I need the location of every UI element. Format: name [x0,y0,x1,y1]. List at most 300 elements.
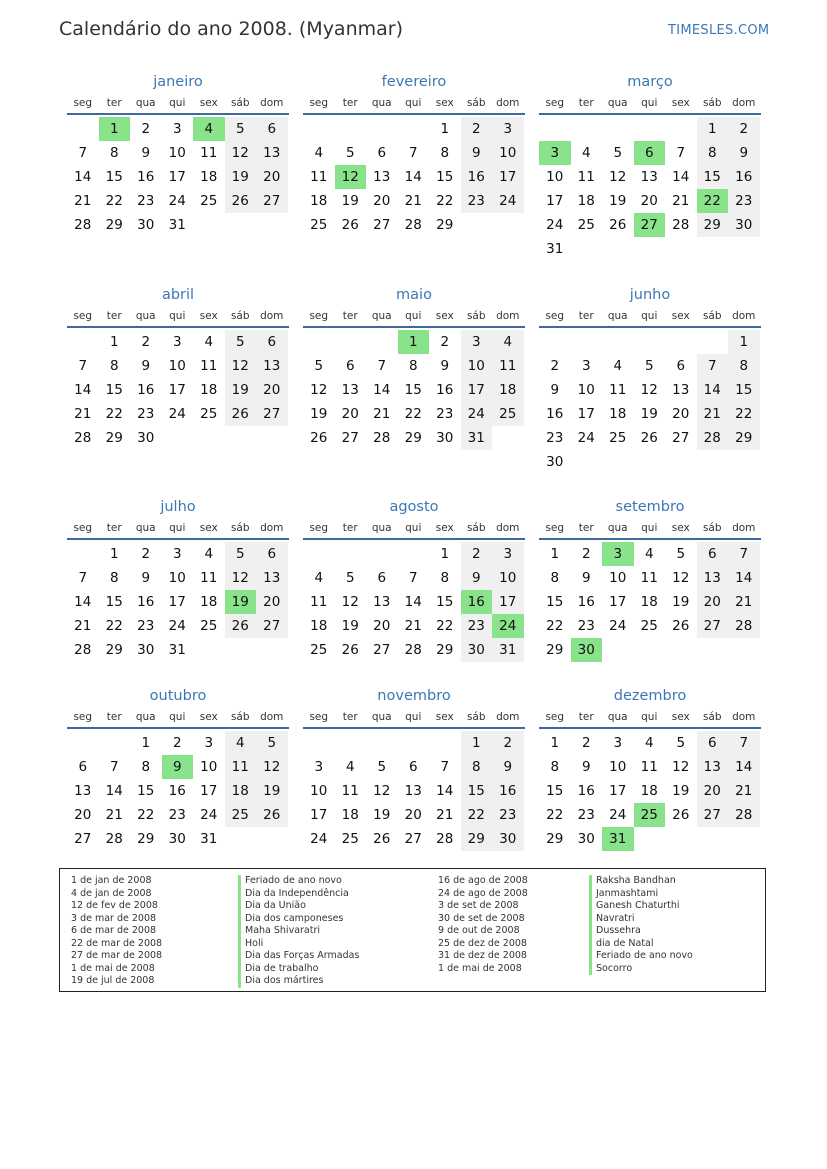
day: 4 [492,330,524,354]
weekday-label: seg [73,522,93,534]
day: 31 [168,642,186,658]
day: 30 [546,454,564,470]
day: 13 [74,783,92,799]
day: 31 [546,241,564,257]
day: 6 [408,759,418,775]
weekday-label: sex [199,310,218,322]
day: 1 [550,546,560,562]
day: 20 [74,807,92,823]
day: 5 [345,145,355,161]
legend-entry: Dia dos camponeses [238,913,359,926]
day: 15 [105,594,123,610]
day: 25 [341,831,359,847]
day: 25 [310,217,328,233]
day: 13 [341,382,359,398]
month-maio [303,284,525,450]
day: 20 [373,618,391,634]
weekday-label: sáb [230,522,250,534]
day: 16 [137,594,155,610]
day: 22 [105,618,123,634]
empty-cell [67,731,99,755]
day: 14 [105,783,123,799]
day: 21 [728,779,760,803]
legend-dates-col-1 [71,875,162,988]
legend-entry: 22 de mar de 2008 [71,937,163,949]
weekday-label: dom [732,310,756,322]
day: 16 [137,169,155,185]
day: 17 [168,594,186,610]
weekday-label: qui [169,522,186,534]
weekday-label: dom [260,310,284,322]
day: 27 [373,642,391,658]
day: 11 [200,358,218,374]
legend-entry: 9 de out de 2008 [438,925,520,936]
day: 13 [373,169,391,185]
month-name: novembro [377,688,451,704]
day: 5 [676,735,686,751]
day: 15 [436,169,454,185]
legend-entry: 1 de mai de 2008 [438,962,522,974]
day: 26 [310,430,328,446]
weekday-label: ter [106,522,122,534]
day: 3 [172,334,182,350]
page-title: Calendário do ano 2008. (Myanmar) [59,18,403,40]
day: 20 [697,590,729,614]
day: 19 [310,406,328,422]
empty-cell [67,330,99,354]
day: 28 [74,430,92,446]
day: 19 [341,618,359,634]
day: 9 [141,570,151,586]
day: 18 [640,594,658,610]
holiday-day: 1 [99,117,131,141]
weekday-header [303,707,525,729]
holiday-day: 31 [602,827,634,851]
day: 10 [577,382,595,398]
weekday-label: qui [641,711,658,723]
month-name: outubro [149,688,207,704]
day: 5 [314,358,324,374]
day: 11 [225,755,257,779]
legend-entry: Dussehra [589,925,693,938]
weekday-label: sáb [230,711,250,723]
day: 6 [697,731,729,755]
day: 30 [168,831,186,847]
day: 9 [728,141,760,165]
legend-entry: Dia da União [238,900,359,913]
weekday-label: dom [732,97,756,109]
day: 19 [256,779,288,803]
day: 19 [373,807,391,823]
day: 18 [640,783,658,799]
legend-entry: 12 de fev de 2008 [71,900,158,911]
day: 18 [200,382,218,398]
day: 18 [310,193,328,209]
day: 7 [109,759,119,775]
day: 7 [440,759,450,775]
day: 31 [200,831,218,847]
day: 16 [728,165,760,189]
day: 1 [461,731,493,755]
day: 23 [137,618,155,634]
weekday-header [67,306,289,328]
day: 28 [105,831,123,847]
day: 12 [341,594,359,610]
day: 17 [609,594,627,610]
day: 4 [314,145,324,161]
day: 26 [225,402,257,426]
day: 24 [492,189,524,213]
day: 23 [577,807,595,823]
day: 17 [200,783,218,799]
day: 8 [109,145,119,161]
day: 12 [609,169,627,185]
day: 23 [577,618,595,634]
month-fevereiro [303,71,525,237]
day: 5 [676,546,686,562]
weekday-label: dom [260,97,284,109]
empty-cell [398,731,430,755]
day: 25 [310,642,328,658]
empty-cell [303,117,335,141]
day: 16 [546,406,564,422]
day: 12 [225,141,257,165]
day: 29 [697,213,729,237]
day: 24 [168,618,186,634]
day: 23 [461,189,493,213]
day: 28 [728,803,760,827]
day: 3 [492,117,524,141]
legend-entry: 6 de mar de 2008 [71,925,157,936]
holiday-day: 1 [398,330,430,354]
empty-cell [539,117,571,141]
day: 22 [546,618,564,634]
day: 24 [609,807,627,823]
day: 1 [440,546,450,562]
day-grid [539,542,761,662]
legend-entry: Raksha Bandhan [589,875,693,888]
day: 5 [345,570,355,586]
day: 11 [492,354,524,378]
day: 16 [577,594,595,610]
empty-cell [335,330,367,354]
weekday-label: sex [435,522,454,534]
day: 5 [613,145,623,161]
day: 28 [697,426,729,450]
day: 29 [436,217,454,233]
day: 21 [74,193,92,209]
weekday-label: seg [545,97,565,109]
site-link[interactable]: TIMESLES.COM [668,23,770,38]
weekday-label: sex [671,522,690,534]
day: 15 [105,169,123,185]
day: 17 [461,378,493,402]
day: 16 [168,783,186,799]
month-dezembro [539,685,761,851]
weekday-header [303,518,525,540]
day: 24 [168,193,186,209]
holiday-day: 25 [634,803,666,827]
day: 12 [640,382,658,398]
day: 16 [577,783,595,799]
day: 19 [225,165,257,189]
empty-cell [539,330,571,354]
day: 2 [581,546,591,562]
day: 5 [256,731,288,755]
day: 30 [728,213,760,237]
day: 15 [697,165,729,189]
weekday-label: seg [545,711,565,723]
day: 27 [697,614,729,638]
day: 24 [200,807,218,823]
day: 23 [436,406,454,422]
holiday-day: 12 [335,165,367,189]
day: 26 [341,217,359,233]
day: 9 [440,358,450,374]
day: 2 [550,358,560,374]
day: 23 [728,189,760,213]
day: 5 [644,358,654,374]
day: 6 [377,570,387,586]
day: 25 [577,217,595,233]
day: 29 [137,831,155,847]
weekday-label: sex [671,711,690,723]
day: 29 [546,831,564,847]
weekday-header [303,93,525,115]
day: 11 [341,783,359,799]
weekday-header [539,93,761,115]
empty-cell [665,330,697,354]
empty-cell [429,731,461,755]
day: 15 [728,378,760,402]
day: 12 [225,566,257,590]
day-grid [303,542,525,662]
day: 26 [609,217,627,233]
day: 22 [137,807,155,823]
legend-entry: 30 de set de 2008 [438,912,525,924]
day: 10 [461,354,493,378]
day: 10 [609,570,627,586]
day: 11 [200,570,218,586]
empty-cell [697,330,729,354]
weekday-label: seg [73,711,93,723]
empty-cell [335,117,367,141]
day: 12 [310,382,328,398]
holiday-day: 16 [461,590,493,614]
day: 21 [404,618,422,634]
day: 22 [461,803,493,827]
day: 6 [256,542,288,566]
empty-cell [303,731,335,755]
day: 10 [200,759,218,775]
weekday-label: sáb [466,522,486,534]
legend-entry: Janmashtami [589,888,693,901]
day: 17 [546,193,564,209]
day: 15 [546,783,564,799]
day-grid [67,330,289,450]
day: 24 [609,618,627,634]
weekday-label: sáb [702,310,722,322]
weekday-label: sáb [702,711,722,723]
legend-entry: 1 de mai de 2008 [71,962,155,974]
weekday-label: qui [169,310,186,322]
day: 26 [672,618,690,634]
empty-cell [366,731,398,755]
day: 18 [341,807,359,823]
weekday-label: seg [309,97,329,109]
weekday-label: sáb [466,310,486,322]
legend-names-col-1 [238,875,359,988]
weekday-label: qui [405,522,422,534]
holiday-day: 27 [634,213,666,237]
weekday-header [539,707,761,729]
day: 14 [697,378,729,402]
day: 8 [697,141,729,165]
day: 2 [141,121,151,137]
weekday-label: qua [135,522,156,534]
day-grid [67,542,289,662]
empty-cell [602,330,634,354]
day: 1 [141,735,151,751]
day: 16 [461,165,493,189]
weekday-label: ter [578,97,594,109]
weekday-label: ter [106,97,122,109]
day-grid [539,330,761,474]
day: 28 [74,642,92,658]
legend-entry: Feriado de ano novo [238,875,359,888]
weekday-label: seg [73,97,93,109]
weekday-label: dom [260,711,284,723]
weekday-label: ter [578,522,594,534]
day: 2 [141,546,151,562]
day: 7 [78,358,88,374]
day: 27 [341,430,359,446]
day: 10 [168,358,186,374]
day: 20 [640,193,658,209]
day: 7 [728,542,760,566]
legend-entry: 24 de ago de 2008 [438,887,528,899]
weekday-label: sáb [230,310,250,322]
day: 20 [256,590,288,614]
day: 9 [461,141,493,165]
month-name: maio [396,287,432,303]
day: 22 [105,406,123,422]
day: 2 [172,735,182,751]
weekday-label: sex [199,97,218,109]
day: 13 [256,354,288,378]
empty-cell [571,117,603,141]
day: 29 [105,217,123,233]
day: 25 [225,803,257,827]
day: 7 [78,145,88,161]
weekday-label: qui [405,711,422,723]
day: 28 [404,642,422,658]
day: 28 [404,217,422,233]
day: 30 [461,638,493,662]
day: 14 [373,382,391,398]
weekday-label: dom [260,522,284,534]
day: 6 [78,759,88,775]
legend-entry: 1 de jan de 2008 [71,875,152,886]
day: 9 [141,145,151,161]
day: 25 [609,430,627,446]
day: 4 [644,735,654,751]
weekday-label: qui [641,310,658,322]
weekday-header [67,707,289,729]
day: 15 [105,382,123,398]
weekday-label: sex [199,522,218,534]
day: 29 [728,426,760,450]
month-janeiro [67,71,289,237]
day: 3 [581,358,591,374]
day: 13 [640,169,658,185]
day: 17 [492,165,524,189]
day: 26 [225,614,257,638]
weekday-label: qua [607,310,628,322]
empty-cell [99,731,131,755]
weekday-label: sex [199,711,218,723]
empty-cell [634,117,666,141]
day-grid [303,117,525,237]
day: 13 [256,141,288,165]
holiday-day: 9 [162,755,194,779]
day: 22 [436,618,454,634]
day: 18 [225,779,257,803]
month-name: setembro [615,499,685,515]
day: 12 [672,570,690,586]
day: 11 [609,382,627,398]
weekday-label: qua [135,97,156,109]
weekday-label: sex [671,310,690,322]
day: 27 [256,614,288,638]
day: 23 [546,430,564,446]
legend-entry: 31 de dez de 2008 [438,950,527,961]
day: 18 [609,406,627,422]
day: 4 [345,759,355,775]
day: 13 [373,594,391,610]
day: 25 [200,193,218,209]
day: 14 [728,755,760,779]
day: 30 [137,642,155,658]
empty-cell [303,330,335,354]
holiday-day: 3 [602,542,634,566]
day: 14 [728,566,760,590]
day-grid [303,330,525,450]
empty-cell [67,117,99,141]
day: 29 [105,430,123,446]
day: 30 [436,430,454,446]
day: 14 [404,594,422,610]
weekday-label: seg [545,522,565,534]
legend-entry: 19 de jul de 2008 [71,975,155,986]
day: 23 [137,193,155,209]
day: 24 [168,406,186,422]
day: 6 [697,542,729,566]
weekday-label: qua [371,97,392,109]
day: 25 [200,618,218,634]
weekday-label: ter [342,711,358,723]
day: 7 [408,145,418,161]
month-novembro [303,685,525,851]
day-grid [539,731,761,851]
holiday-day: 30 [571,638,603,662]
weekday-header [67,93,289,115]
day: 23 [492,803,524,827]
month-setembro [539,496,761,662]
day: 3 [204,735,214,751]
holiday-day: 22 [697,189,729,213]
weekday-label: ter [342,97,358,109]
